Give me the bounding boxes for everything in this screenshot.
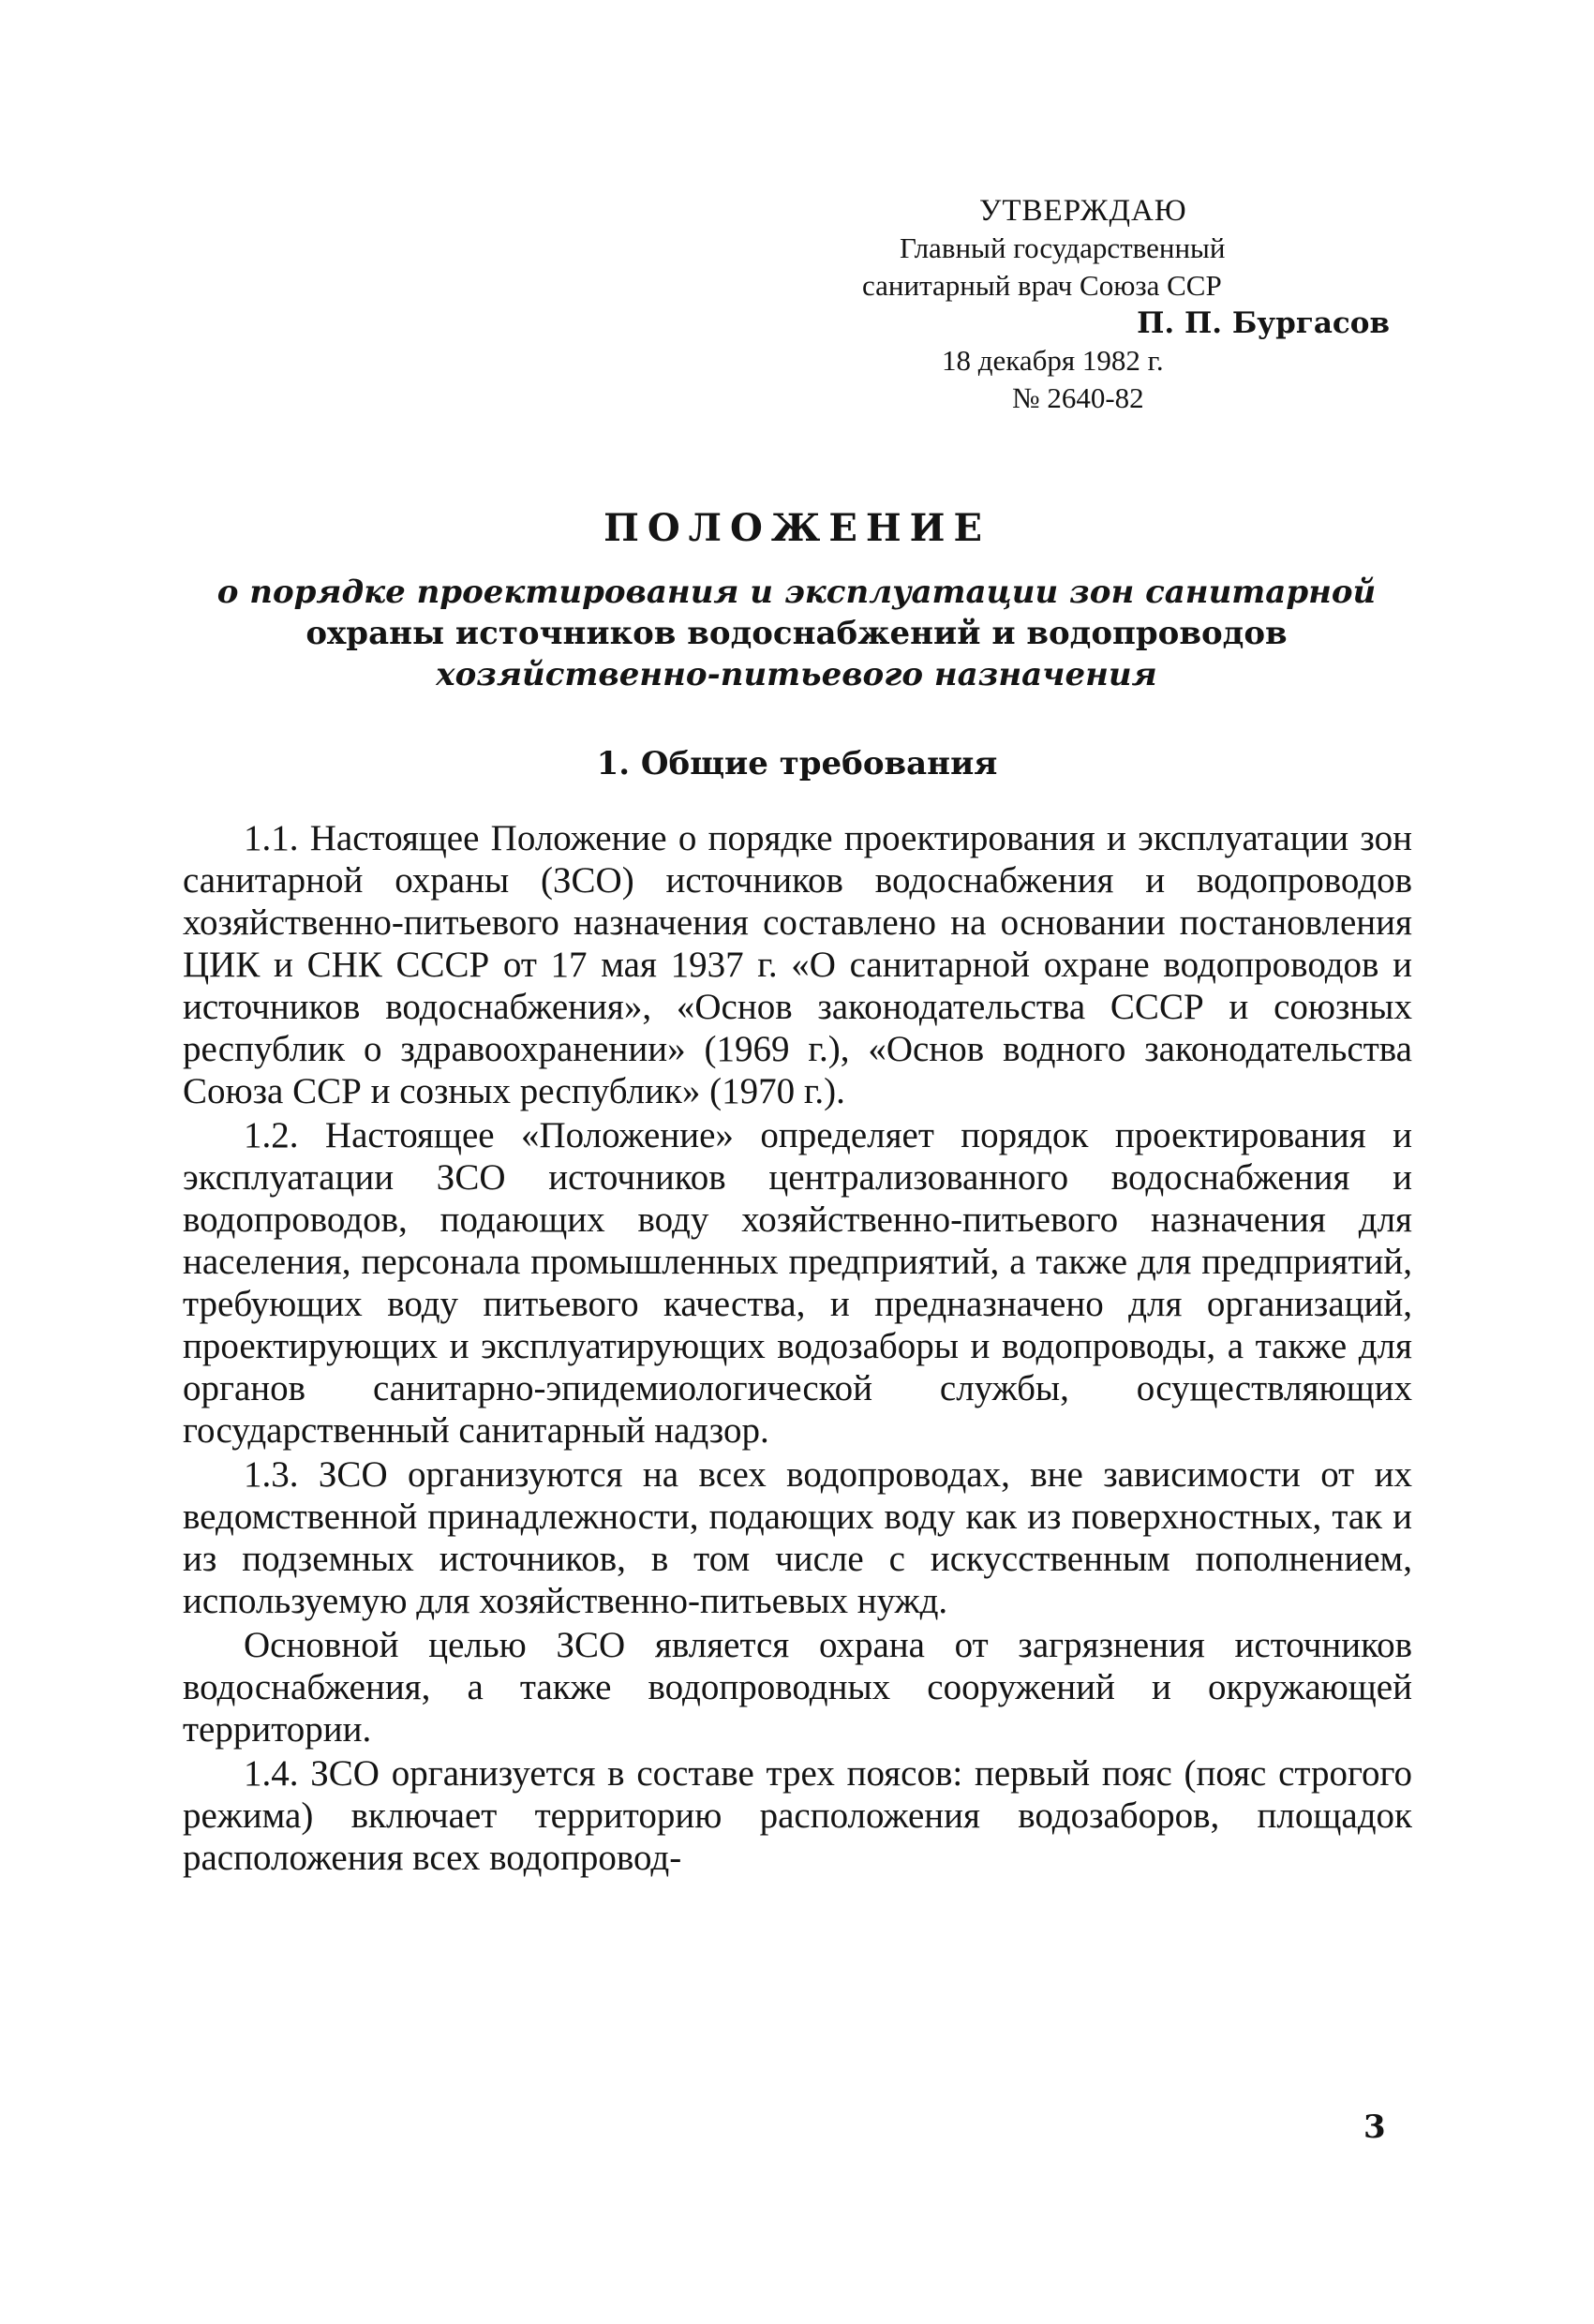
approval-number: № 2640-82 (1012, 381, 1144, 414)
subtitle-line-1: о порядке проектирования и эксплуатации зон санитарной (216, 574, 1377, 611)
paragraph-purpose: Основной целью ЗСО является охрана от загрязнения источников водоснабжения, а также водопроводных сооружений и окружающей территории. (183, 1625, 1412, 1750)
approval-signer: П. П. Бургасов (1137, 306, 1390, 340)
approval-position-line-2: санитарный врач Союза ССР (862, 269, 1222, 302)
document-subtitle (187, 572, 1406, 695)
section-heading: 1. Общие требования (596, 745, 998, 782)
paragraph-1-4: 1.4. ЗСО организуется в составе трех поясов: первый пояс (пояс строгого режима) включает территорию расположения водозаборов, площадок расположения всех водопровод- (183, 1753, 1412, 1878)
document-body (183, 817, 1412, 1881)
approval-heading: УТВЕРЖДАЮ (979, 194, 1187, 228)
document-title: ПОЛОЖЕНИЕ (603, 506, 991, 550)
paragraph-1-3: 1.3. ЗСО организуются на всех водопроводах, вне зависимости от их ведомственной принадлежности, подающих воду как из поверхностных, так и из подземных источников, в том числе с искусственным пополнением, используемую для хозяйственно-питьевых нужд. (183, 1454, 1412, 1621)
subtitle-line-2: охраны источников водоснабжений и водопроводов (305, 615, 1288, 652)
approval-date: 18 декабря 1982 г. (942, 344, 1164, 377)
page-number: 3 (1363, 2108, 1386, 2146)
subtitle-line-3: хозяйственно-питьевого назначения (436, 656, 1157, 693)
approval-position-line-1: Главный государственный (900, 231, 1226, 264)
paragraph-1-2: 1.2. Настоящее «Положение» определяет порядок проектирования и эксплуатации ЗСО источников централизованного водоснабжения и водопроводов, подающих воду хозяйственно-питьевого назначения для населения, персонала промышленных предприятий, а также для предприятий, требующих воду питьевого качества, и предназначено для организаций, проектирующих и эксплуатирующих водозаборы и водопроводы, а также для органов санитарно-эпидемиологической службы, осуществляющих государственный санитарный надзор. (183, 1115, 1412, 1451)
approval-block (843, 192, 1406, 417)
paragraph-1-1: 1.1. Настоящее Положение о порядке проектирования и эксплуатации зон санитарной охраны (ЗСО) источников водоснабжения и водопроводов хозяйственно-питьевого назначения составлено на основании постановления ЦИК и СНК СССР от 17 мая 1937 г. «О санитарной охране водопроводов и источников водоснабжения», «Основ законодательства СССР и союзных республик о здравоохранении» (1969 г.), «Основ водного законодательства Союза ССР и созных республик» (1970 г.). (183, 818, 1412, 1111)
